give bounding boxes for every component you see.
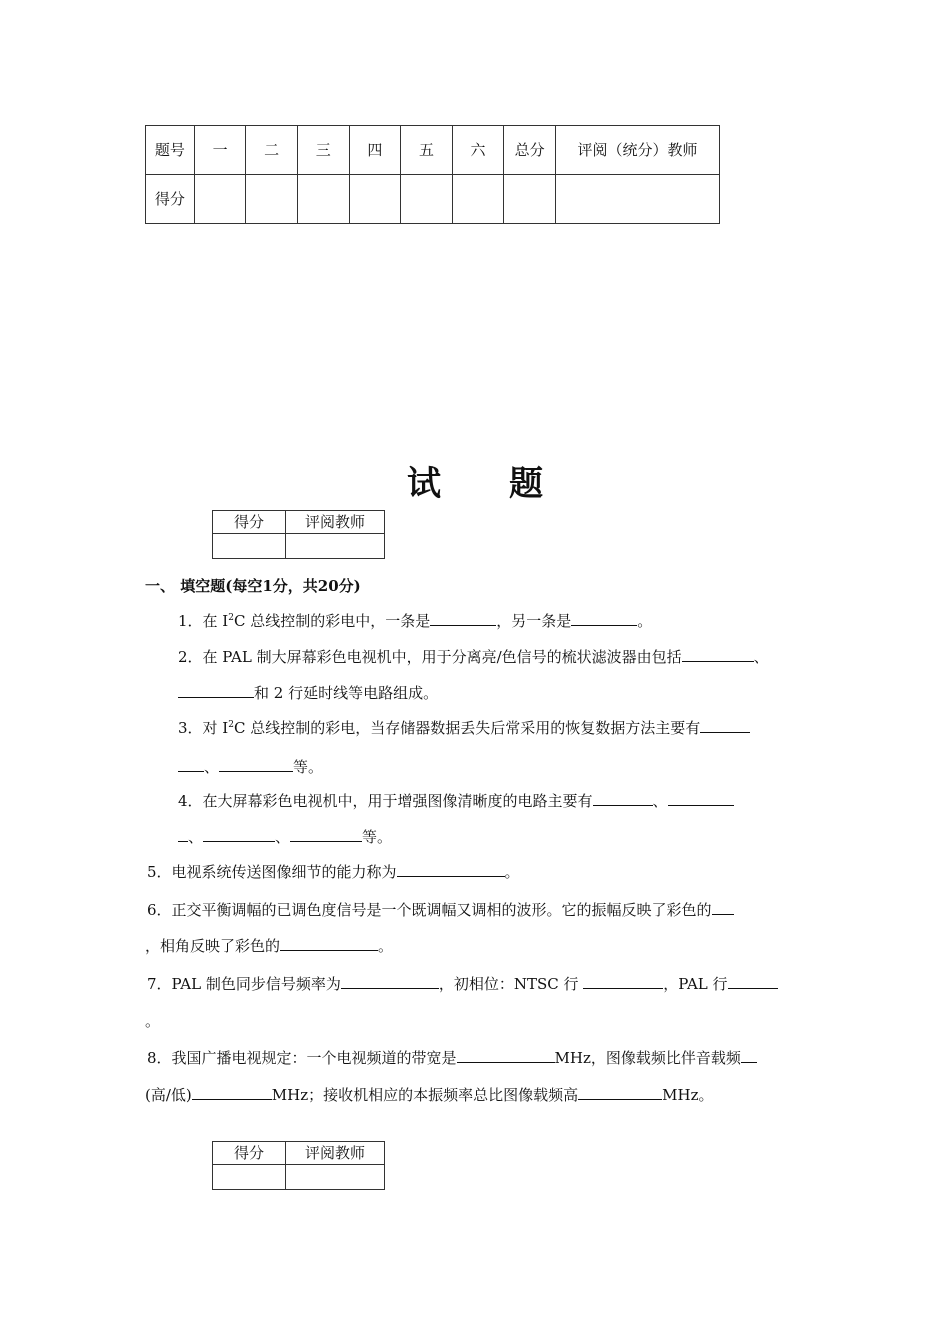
grader-box-teacher-cell[interactable] xyxy=(286,1165,385,1190)
score-table xyxy=(145,125,720,224)
score-cell-total[interactable] xyxy=(504,175,556,224)
blank[interactable] xyxy=(578,1084,662,1100)
header-question-number: 题号 xyxy=(146,126,195,175)
header-total: 总分 xyxy=(504,126,556,175)
header-5: 五 xyxy=(401,126,453,175)
blank[interactable] xyxy=(571,610,637,626)
score-table-score-row xyxy=(146,175,720,224)
blank[interactable] xyxy=(583,973,663,989)
header-6: 六 xyxy=(452,126,504,175)
page-title xyxy=(0,456,950,505)
title-char-1: 试 xyxy=(407,464,441,504)
blank[interactable] xyxy=(682,646,754,662)
blank[interactable] xyxy=(712,899,734,915)
blank[interactable] xyxy=(700,717,750,733)
grader-box-2 xyxy=(212,1141,385,1190)
score-cell-2[interactable] xyxy=(246,175,298,224)
header-4: 四 xyxy=(349,126,401,175)
question-2-cont: 和 2 行延时线等电路组成。 xyxy=(178,682,438,704)
row-label-score: 得分 xyxy=(146,175,195,224)
question-3-cont: 、 等。 xyxy=(178,756,323,778)
question-4: 4．在大屏幕彩色电视机中，用于增强图像清晰度的电路主要有 、 xyxy=(178,790,734,812)
score-cell-6[interactable] xyxy=(452,175,504,224)
blank[interactable] xyxy=(203,826,275,842)
header-1: 一 xyxy=(194,126,246,175)
grader-box-score-label: 得分 xyxy=(213,511,286,534)
score-table-header-row xyxy=(146,126,720,175)
question-1: 1．在 $I^2C$ 总线控制的彩电中，一条是 ，另一条是 。 xyxy=(178,612,653,630)
blank[interactable] xyxy=(593,790,653,806)
grader-box-teacher-label: 评阅教师 xyxy=(286,511,385,534)
question-7-cont: 。 xyxy=(145,1012,161,1030)
section-heading-fill-blank: 一、 填空题(每空1分，共20分) xyxy=(145,577,361,595)
blank[interactable] xyxy=(178,826,188,842)
question-3: 3．对 $I^2C$ 总线控制的彩电，当存储器数据丢失后常采用的恢复数据方法主要有 xyxy=(178,717,750,739)
question-4-cont: 、 、 等。 xyxy=(178,826,392,848)
grader-box-score-label: 得分 xyxy=(213,1142,286,1165)
blank[interactable] xyxy=(728,973,778,989)
blank[interactable] xyxy=(397,861,505,877)
grader-box-teacher-label: 评阅教师 xyxy=(286,1142,385,1165)
score-cell-4[interactable] xyxy=(349,175,401,224)
question-6-cont: ，相角反映了彩色的 。 xyxy=(145,937,394,955)
header-grader-teacher: 评阅（统分）教师 xyxy=(555,126,719,175)
header-3: 三 xyxy=(297,126,349,175)
header-2: 二 xyxy=(246,126,298,175)
score-cell-5[interactable] xyxy=(401,175,453,224)
question-6: 6．正交平衡调幅的已调色度信号是一个既调幅又调相的波形。它的振幅反映了彩色的 xyxy=(147,899,734,921)
blank[interactable] xyxy=(457,1047,555,1063)
grader-box-score-cell[interactable] xyxy=(213,1165,286,1190)
blank[interactable] xyxy=(741,1047,757,1063)
grader-box-teacher-cell[interactable] xyxy=(286,534,385,559)
blank[interactable] xyxy=(668,790,734,806)
question-8: 8．我国广播电视规定：一个电视频道的带宽是 MHz，图像载频比伴音载频 xyxy=(147,1047,757,1069)
score-cell-1[interactable] xyxy=(194,175,246,224)
blank[interactable] xyxy=(178,756,204,772)
question-7: 7．PAL 制色同步信号频率为 ，初相位：NTSC 行 ，PAL 行 xyxy=(147,973,778,995)
grader-box-score-cell[interactable] xyxy=(213,534,286,559)
question-5: 5．电视系统传送图像细节的能力称为 。 xyxy=(147,863,520,881)
blank[interactable] xyxy=(290,826,362,842)
blank[interactable] xyxy=(178,682,254,698)
grader-box-1 xyxy=(212,510,385,559)
blank[interactable] xyxy=(430,610,496,626)
blank[interactable] xyxy=(219,756,293,772)
score-cell-3[interactable] xyxy=(297,175,349,224)
blank[interactable] xyxy=(280,935,378,951)
question-2: 2．在 PAL 制大屏幕彩色电视机中，用于分离亮/色信号的梳状滤波器由包括 、 xyxy=(178,648,769,666)
blank[interactable] xyxy=(192,1084,272,1100)
blank[interactable] xyxy=(341,973,439,989)
title-char-2: 题 xyxy=(509,464,543,504)
question-8-cont: (高/低) MHz；接收机相应的本振频率总比图像载频高 MHz。 xyxy=(145,1086,714,1104)
score-cell-grader[interactable] xyxy=(555,175,719,224)
